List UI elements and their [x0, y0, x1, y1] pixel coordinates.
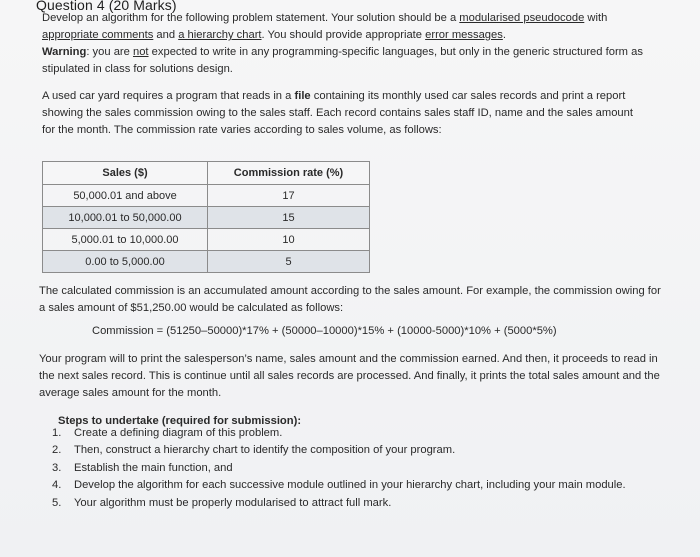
commission-rate-table: [42, 161, 370, 273]
list-item: [52, 460, 632, 477]
table-header-row: [43, 162, 370, 185]
instructions-text: .: [502, 29, 506, 41]
instructions-text: . You should provide appropriate: [261, 29, 426, 41]
sales-column-header: Sales ($): [43, 162, 208, 185]
question-title: Question 4 (20 Marks): [36, 0, 177, 13]
rate-cell: 17: [208, 185, 370, 207]
problem-statement: [42, 88, 642, 139]
commission-explanation: The calculated commission is an accumulated amount according to the sales amount. For example, the commission owing for a sales amount of $51,250.00 would be calculated as follows:: [39, 285, 661, 314]
rate-cell: 10: [208, 229, 370, 251]
step-text: Then, construct a hierarchy chart to identify the composition of your program.: [74, 444, 456, 457]
step-number: 2.: [52, 444, 62, 457]
step-text: Develop the algorithm for each successive module outlined in your hierarchy chart, including your main module.: [74, 479, 626, 492]
step-number: 5.: [52, 496, 62, 509]
file-term: file: [294, 90, 311, 102]
modularised-pseudocode-term: modularised pseudocode: [459, 12, 585, 24]
steps-title: Steps to undertake (required for submission):: [58, 415, 302, 427]
appropriate-comments-term: appropriate comments: [42, 29, 154, 41]
sales-range-cell: 50,000.01 and above: [43, 185, 208, 207]
sales-range-cell: 5,000.01 to 10,000.00: [43, 229, 208, 251]
rate-cell: 15: [208, 207, 370, 229]
instructions-block: [42, 10, 662, 78]
problem-text: A used car yard requires a program that reads in a: [42, 90, 295, 102]
instructions-text: and: [153, 29, 179, 41]
warning-not-emphasis: not: [132, 46, 149, 58]
warning-label: Warning: [42, 46, 87, 58]
rate-cell: 5: [208, 251, 370, 273]
program-description: Your program will to print the salesperson’s name, sales amount and the commission earned. And then, it proceeds to read in the next sales record. This is continue until all sales records are processed. And finally, it prints the total sales amount and the average sales amount for the month.: [39, 353, 660, 399]
step-number: 3.: [52, 461, 62, 474]
problem-text: containing its monthly used car sales records and print a report showing the sales commission owing to the sales staff. Each record contains sales staff ID, name and the sales amount for the month. The commission rate varies according to sales volume, as follows:: [42, 90, 633, 136]
table-row: [43, 229, 370, 251]
instructions-line-1: [42, 10, 662, 27]
warning-text: : you are: [86, 46, 133, 58]
table-row: [43, 207, 370, 229]
instructions-text: with: [584, 12, 608, 24]
instructions-line-2: [42, 27, 662, 44]
steps-list: [52, 425, 632, 512]
table-row: [43, 251, 370, 273]
hierarchy-chart-term: a hierarchy chart: [178, 29, 262, 41]
warning-paragraph: [42, 44, 662, 78]
sales-range-cell: 10,000.01 to 50,000.00: [43, 207, 208, 229]
sales-range-cell: 0.00 to 5,000.00: [43, 251, 208, 273]
list-item: [52, 425, 632, 442]
commission-rate-column-header: Commission rate (%): [208, 162, 370, 185]
error-messages-term: error messages: [425, 29, 503, 41]
step-text: Create a defining diagram of this problem.: [74, 427, 283, 439]
list-item: [52, 495, 632, 512]
list-item: [52, 442, 632, 459]
step-number: 4.: [52, 479, 62, 492]
list-item: [52, 477, 632, 494]
commission-formula: Commission = (51250–50000)*17% + (50000–10000)*15% + (10000-5000)*10% + (5000*5%): [92, 325, 557, 337]
step-text: Establish the main function, and: [74, 461, 233, 474]
warning-text: expected to write in any programming-specific languages, but only in the generic structured form as stipulated in class for solutions design.: [42, 46, 643, 75]
step-number: 1.: [52, 427, 62, 439]
table-row: [43, 185, 370, 207]
instructions-text: Develop an algorithm for the following problem statement. Your solution should be a: [42, 12, 460, 24]
step-text: Your algorithm must be properly modularised to attract full mark.: [74, 496, 392, 509]
